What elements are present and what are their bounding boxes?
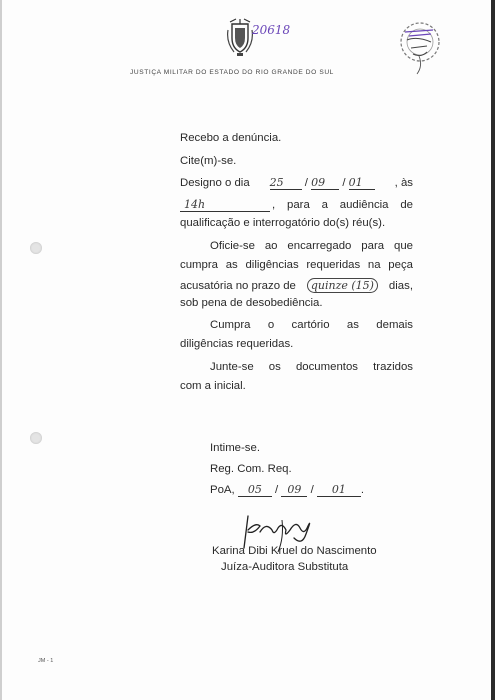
page-edge-left (0, 0, 2, 700)
junte-line-1 (210, 361, 413, 373)
oficie-line-1 (210, 240, 413, 252)
punch-hole-top (30, 242, 42, 254)
receipt-text: Recebo a denúncia. (180, 132, 282, 144)
handwritten-protocol-number: 20618 (252, 23, 291, 37)
date-month: 09 (281, 483, 307, 497)
junte-line-2: com a inicial. (180, 380, 246, 392)
hearing-time: 14h (180, 198, 270, 212)
oficie-text-1: Oficie-se ao encarregado para que (210, 240, 413, 252)
cumpra-text-1: Cumpra o cartório as demais (210, 319, 413, 331)
hearing-prefix: Designo o dia (180, 177, 250, 189)
hearing-year: 01 (349, 176, 375, 190)
oficie-prefix: acusatória no prazo de (180, 280, 296, 292)
oficie-line-4: sob pena de desobediência. (180, 297, 323, 309)
hearing-line-2 (180, 198, 413, 212)
hearing-at: , às (394, 177, 413, 189)
place-date-line: PoA, 05 / 09 / 01 . (210, 483, 365, 496)
cumpra-line-1 (210, 319, 413, 331)
oficie-text-2: cumpra as diligências requeridas na peça (180, 259, 413, 271)
oficie-suffix: dias, (388, 280, 413, 292)
footer-form-code: JM - 1 (38, 658, 54, 664)
place: PoA, (210, 484, 235, 496)
punch-hole-bottom (30, 432, 42, 444)
intime-text: Intime-se. (210, 442, 261, 454)
cite-text: Cite(m)-se. (180, 155, 237, 167)
date-year: 01 (317, 483, 361, 497)
judge-name: Karina Dibi Kruel do Nascimento (212, 545, 377, 557)
cumpra-line-2: diligências requeridas. (180, 338, 294, 350)
oficie-line-3 (180, 278, 413, 293)
court-name: JUSTIÇA MILITAR DO ESTADO DO RIO GRANDE DO SUL (130, 69, 334, 76)
date-end: . (360, 484, 365, 496)
hearing-suffix: , para a audiência de (272, 199, 413, 211)
hearing-day: 25 (270, 176, 302, 190)
hearing-month: 09 (311, 176, 339, 190)
junte-text-1: Junte-se os documentos trazidos (210, 361, 413, 373)
date-day: 05 (238, 483, 272, 497)
hearing-line-3: qualificação e interrogatório do(s) réu(s). (180, 217, 386, 229)
oficie-deadline: quinze (15) (307, 278, 378, 293)
hearing-date-field: 25 / 09 / 01 (270, 176, 375, 190)
page-stamp-icon (397, 12, 443, 76)
oficie-line-2 (180, 259, 413, 271)
judge-title: Juíza-Auditora Substituta (221, 561, 349, 573)
page-edge-right (491, 0, 495, 700)
reg-text: Reg. Com. Req. (210, 463, 292, 475)
hearing-line-1 (180, 176, 413, 190)
coat-of-arms-icon (226, 18, 254, 58)
